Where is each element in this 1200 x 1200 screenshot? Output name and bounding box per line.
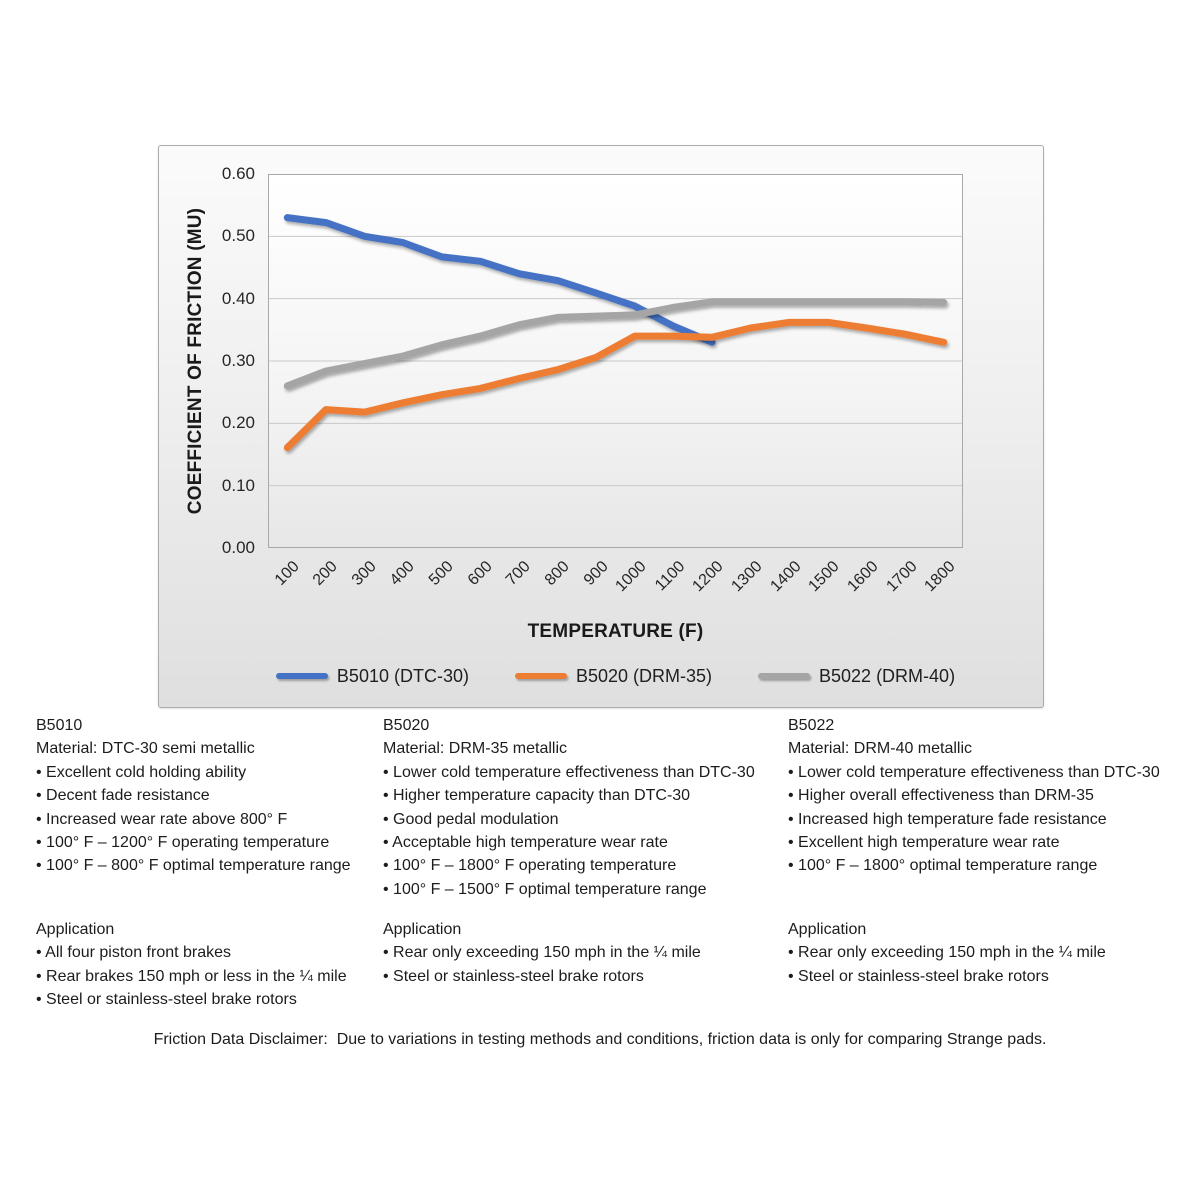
application-line: Application xyxy=(383,921,462,938)
x-tick-label: 100 xyxy=(271,558,303,589)
y-axis-title: COEFFICIENT OF FRICTION (MU) xyxy=(185,207,206,515)
chart-legend xyxy=(268,664,963,688)
y-tick-label: 0.10 xyxy=(221,475,255,495)
product-info-column-b5010 xyxy=(36,714,351,878)
application-line: • Rear only exceeding 150 mph in the ¼ mile xyxy=(788,944,1106,962)
chart-svg xyxy=(268,174,963,548)
spec-line: • Excellent high temperature wear rate xyxy=(788,834,1060,852)
x-tick-label: 600 xyxy=(464,558,496,589)
spec-line: • 100° F – 1500° F optimal temperature range xyxy=(383,880,707,898)
legend-line-marker xyxy=(276,673,328,679)
x-tick-label: 1300 xyxy=(728,558,766,596)
spec-line: • Good pedal modulation xyxy=(383,810,559,828)
x-tick-label: 300 xyxy=(348,558,380,589)
spec-line: • Excellent cold holding ability xyxy=(36,763,247,781)
x-tick-label: 1200 xyxy=(689,558,728,596)
disclaimer-text: Friction Data Disclaimer: Due to variations in testing methods and conditions, friction data is only for comparing Strange pads. xyxy=(153,1031,1047,1048)
spec-line: • Higher overall effectiveness than DRM-35 xyxy=(788,787,1094,805)
spec-line: Material: DRM-35 metallic xyxy=(383,740,568,758)
x-axis-title: TEMPERATURE (F) xyxy=(527,621,704,642)
application-line: • Rear brakes 150 mph or less in the ¼ mile xyxy=(36,967,347,985)
spec-line: • 100° F – 1800° optimal temperature range xyxy=(788,857,1098,875)
application-line: • Steel or stainless-steel brake rotors xyxy=(788,967,1049,985)
y-tick-label: 0.30 xyxy=(221,351,255,370)
spec-line: Material: DTC-30 semi metallic xyxy=(36,740,255,758)
legend-line-marker xyxy=(515,673,567,679)
legend-label: B5010 (DTC-30) xyxy=(336,665,469,686)
spec-line: • Lower cold temperature effectiveness than DTC-30 xyxy=(788,763,1160,781)
application-line: Application xyxy=(788,921,867,938)
series-line-b5020 xyxy=(287,322,943,447)
spec-line: • Increased high temperature fade resistance xyxy=(788,810,1107,828)
spec-line: • Higher temperature capacity than DTC-30 xyxy=(383,787,691,805)
spec-line: Material: DRM-40 metallic xyxy=(788,740,973,758)
x-tick-label: 1100 xyxy=(652,558,689,595)
application-line: • Steel or stainless-steel brake rotors xyxy=(383,967,644,985)
x-tick-label: 400 xyxy=(387,558,419,589)
spec-line: • 100° F – 1800° F operating temperature xyxy=(383,857,677,875)
y-tick-label: 0.00 xyxy=(221,538,255,557)
spec-line: • Decent fade resistance xyxy=(36,787,210,805)
spec-line: • 100° F – 1200° F operating temperature xyxy=(36,834,330,852)
x-tick-label: 800 xyxy=(541,558,573,589)
x-tick-label: 900 xyxy=(580,558,612,589)
application-line: • Rear only exceeding 150 mph in the ¼ mile xyxy=(383,944,701,962)
application-line: • Steel or stainless-steel brake rotors xyxy=(36,991,297,1009)
application-column-b5020 xyxy=(383,918,701,988)
application-column-b5010 xyxy=(36,918,347,1012)
legend-label: B5020 (DRM-35) xyxy=(575,665,713,686)
y-tick-label: 0.50 xyxy=(221,226,255,246)
product-info-column-b5020 xyxy=(383,714,755,901)
x-tick-label: 1400 xyxy=(767,558,805,596)
spec-line: • 100° F – 800° F optimal temperature range xyxy=(36,857,351,875)
x-tick-label: 1500 xyxy=(805,558,843,596)
application-line: • All four piston front brakes xyxy=(36,944,232,962)
spec-line: B5010 xyxy=(36,717,83,734)
legend-item-b5020 xyxy=(515,666,712,687)
x-tick-label: 1800 xyxy=(921,558,959,596)
legend-item-b5022 xyxy=(758,666,955,687)
spec-line: • Acceptable high temperature wear rate xyxy=(383,834,668,852)
x-tick-label: 1000 xyxy=(612,558,650,596)
x-tick-label: 1700 xyxy=(882,558,921,596)
y-tick-label: 0.60 xyxy=(221,164,255,183)
x-tick-label: 200 xyxy=(310,558,341,589)
y-tick-label: 0.20 xyxy=(221,413,255,433)
product-info-column-b5022 xyxy=(788,714,1160,878)
spec-line: • Increased wear rate above 800° F xyxy=(36,810,288,828)
x-tick-label: 500 xyxy=(425,558,457,589)
legend-line-marker xyxy=(758,673,810,679)
application-column-b5022 xyxy=(788,918,1106,988)
legend-item-b5010 xyxy=(276,666,469,687)
spec-line: • Lower cold temperature effectiveness than DTC-30 xyxy=(383,763,755,781)
series-lines xyxy=(287,218,943,448)
y-tick-label: 0.40 xyxy=(221,288,255,308)
spec-line: B5020 xyxy=(383,717,430,734)
spec-line: B5022 xyxy=(788,717,835,734)
x-tick-label: 700 xyxy=(503,558,535,589)
application-line: Application xyxy=(36,921,115,938)
x-tick-label: 1600 xyxy=(844,558,882,596)
legend-label: B5022 (DRM-40) xyxy=(819,665,956,686)
